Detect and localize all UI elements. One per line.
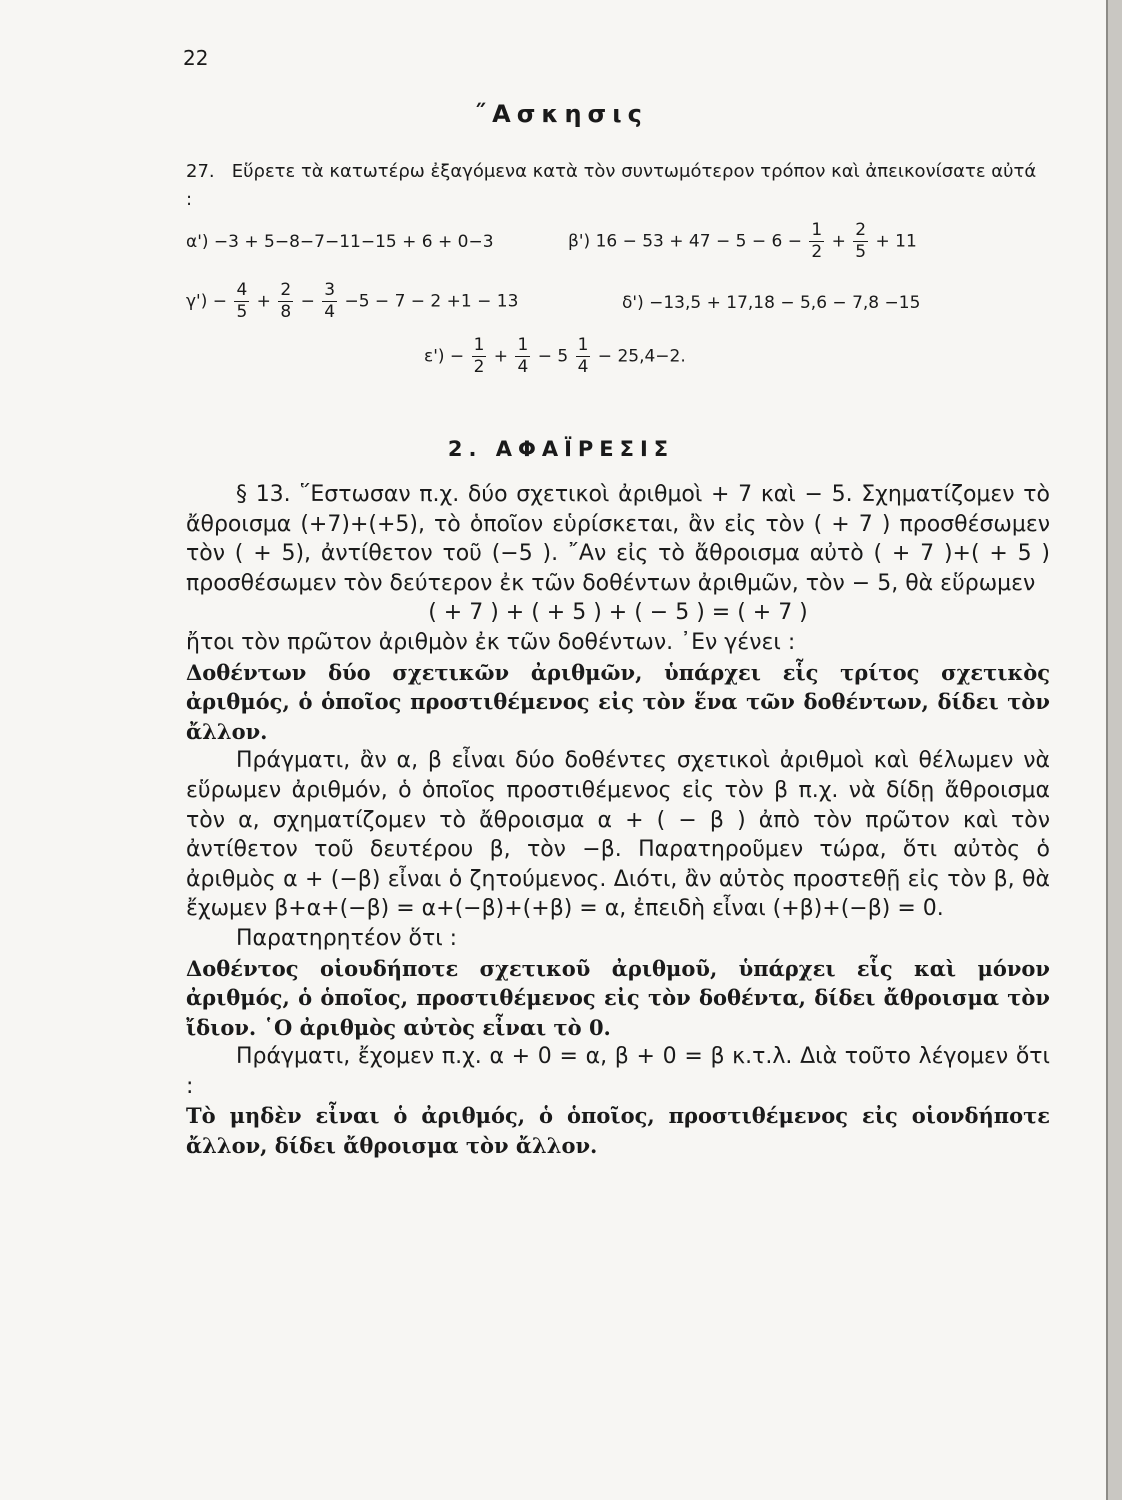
exercise-d-expr: −13,5 + 17,18 − 5,6 − 7,8 −15 [649,293,921,313]
exercise-b-plus: + [831,231,846,252]
fraction [278,282,293,321]
fraction [515,337,530,376]
exercise-b [568,222,917,261]
fraction-numerator: 2 [855,220,867,240]
exercise-c-expr-end: −5 − 7 − 2 +1 − 13 [344,291,519,312]
plus-sign: + [493,346,509,367]
exercise-b-expr-start: 16 − 53 + 47 − 5 − 6 − [595,231,802,252]
minus-sign: − [300,291,315,312]
paragraph: § 13. ῞Εστωσαν π.χ. δύο σχετικοὶ ἀριθμοὶ + 7 καὶ − 5. Σχηματίζομεν τὸ ἄθροισμα (+7)+(+5), τὸ ὁποῖον εὑρίσκεται, ἂν εἰς τὸν ( + 7 ) προσθέσωμεν τὸν ( + 5), ἀντίθετον τοῦ (−5 ). ῎Αν εἰς τὸ ἄθροισμα αὐτὸ ( + 7 )+( + 5 ) προσθέσωμεν τὸν δεύτερον ἐκ τῶν δοθέντων ἀριθμῶν, τὸν − 5, θὰ εὕρωμεν [186,482,1050,596]
exercise-e [424,337,686,376]
fraction [322,282,337,321]
fraction-numerator: 2 [280,280,292,300]
page-title: ˝Ασκησις [474,100,648,128]
page-edge-line [1106,0,1108,1500]
minus-sign: − [449,346,465,367]
section-title: 2. ΑΦΑΪΡΕΣΙΣ [447,437,675,461]
fraction-denominator: 5 [236,302,248,322]
paragraph: Πράγματι, ἂν α, β εἶναι δύο δοθέντες σχετικοὶ ἀριθμοὶ καὶ θέλωμεν νὰ εὕρωμεν ἀριθμόν, ὁ ὁποῖος προστιθέμενος εἰς τὸν β π.χ. νὰ δίδῃ ἄθροισμα τὸν α, σχηματίζομεν τὸ ἄθροισμα α + ( − β ) ἀπὸ τὸν πρῶτον καὶ τὸν ἀντίθετον τοῦ δευτέρου β, τὸν −β. Παρατηροῦμεν τώρα, ὅτι αὐτὸς ὁ ἀριθμὸς α + (−β) εἶναι ὁ ζητούμενος. Διότι, ἂν αὐτὸς προστεθῇ εἰς τὸν β, θὰ ἔχωμεν β+α+(−β) = α+(−β)+(+β) = α, ἐπειδὴ εἶναι (+β)+(−β) = 0. [186,748,1050,922]
fraction-numerator: 1 [577,335,589,355]
exercise-b-label: β') [568,231,591,252]
fraction-denominator: 2 [811,242,823,262]
theorem: Δοθέντος οἱουδήποτε σχετικοῦ ἀριθμοῦ, ὑπάρχει εἷς καὶ μόνον ἀριθμός, ὁ ὁποῖος, προστιθέμενος εἰς τὸν δοθέντα, δίδει ἄθροισμα τὸν ἴδιον. ῾Ο ἀριθμὸς αὐτὸς εἶναι τὸ 0. [186,955,1050,1040]
fraction-numerator: 1 [473,335,485,355]
fraction [809,222,824,261]
fraction [234,282,249,321]
fraction [472,337,487,376]
exercise-c [186,282,518,321]
equation-line: ( + 7 ) + ( + 5 ) + ( − 5 ) = ( + 7 ) [428,600,808,626]
exercise-e-expr-end: − 25,4−2. [597,346,686,367]
exercise-a-expr: −3 + 5−8−7−11−15 + 6 + 0−3 [213,232,494,252]
exercise-number: 27. [186,161,215,182]
fraction-denominator: 8 [280,302,292,322]
fraction-denominator: 4 [324,302,336,322]
exercise-d [622,293,920,313]
exercise-intro [186,158,1046,214]
paragraph: Πράγματι, ἔχομεν π.χ. α + 0 = α, β + 0 = β κ.τ.λ. Διὰ τοῦτο λέγομεν ὅτι : [186,1044,1050,1099]
exercise-intro-text: Εὕρετε τὰ κατωτέρω ἐξαγόμενα κατὰ τὸν συντωμότερον τρόπον καὶ ἀπεικονίσατε αὐτά : [186,161,1037,210]
fraction-denominator: 4 [577,357,589,377]
exercise-a-label: α') [186,232,209,252]
paragraph: ἤτοι τὸν πρῶτον ἀριθμὸν ἐκ τῶν δοθέντων. ᾿Εν γένει : [186,629,796,655]
minus-sign: − [212,291,228,312]
page-number: 22 [183,46,209,70]
fraction-denominator: 2 [473,357,485,377]
fraction-denominator: 4 [517,357,529,377]
plus-sign: + [256,291,271,312]
fraction-numerator: 3 [324,280,336,300]
theorem: Τὸ μηδὲν εἶναι ὁ ἀριθμός, ὁ ὁποῖος, προστιθέμενος εἰς οἱονδήποτε ἄλλον, δίδει ἄθροισμα τὸν ἄλλον. [186,1103,1050,1159]
fraction-numerator: 1 [517,335,529,355]
fraction-numerator: 4 [236,280,248,300]
exercise-a [186,232,494,252]
fraction [853,222,868,261]
body-text [186,480,1050,1161]
fraction [576,337,591,376]
page-edge [1108,0,1122,1500]
theorem: Δοθέντων δύο σχετικῶν ἀριθμῶν, ὑπάρχει εἷς τρίτος σχετικὸς ἀριθμός, ὁ ὁποῖος προστιθέμενος εἰς τὸν ἕνα τῶν δοθέντων, δίδει τὸν ἄλλον. [186,659,1050,744]
paragraph: Παρατηρητέον ὅτι : [236,925,458,951]
fraction-numerator: 1 [811,220,823,240]
exercise-c-label: γ') [186,291,208,312]
exercise-b-expr-end: + 11 [875,231,917,252]
fraction-denominator: 5 [855,242,867,262]
minus-five: − 5 [537,346,569,367]
exercise-d-label: δ') [622,293,644,313]
exercise-e-label: ε') [424,346,445,367]
